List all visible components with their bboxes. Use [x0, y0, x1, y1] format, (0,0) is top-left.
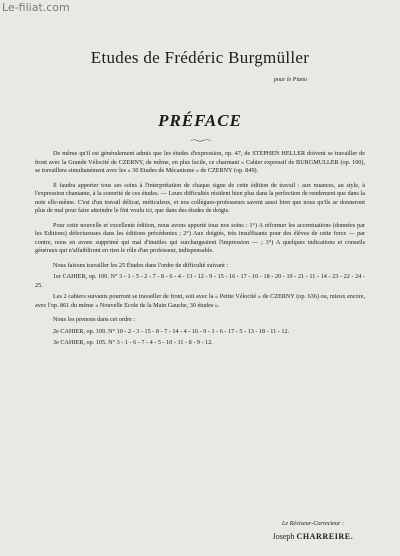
signer-last-name: CHARREIRE.	[296, 532, 354, 541]
watermark: Le-filiat.com	[2, 1, 70, 14]
signoff-line: Le Réviseur-Correcteur :	[281, 520, 345, 527]
flourish-ornament	[190, 139, 212, 142]
signer-name	[258, 532, 368, 541]
order-intro: Nous les prenons dans cet ordre :	[53, 316, 136, 323]
preface-body	[35, 150, 365, 351]
cahier-label: 1er CAHIER, op. 100.	[53, 273, 109, 280]
cahier-1-order	[35, 273, 365, 290]
signer-first-name: Joseph	[272, 532, 295, 541]
cahier-sequence: N° 3 - 1 - 6 - 7 - 4 - 5 - 10 - 11 - 8 - 9 - 12.	[108, 339, 213, 346]
preface-paragraph: De même qu'il est généralement admis que les études d'expression, op. 47, de STEPHEN HELLER doivent se travailler de front avec la Grande Vélocité de CZERNY, de même, en plus facile, ce charmant « Cahier expressif de BURGMULLER (op. 100), se travaillera simultanément avec les « 30 Etudes de Mécanisme » de CZERNY (op. 849).	[35, 150, 365, 174]
cahier-2-order	[35, 328, 365, 337]
cahier-label: 3e CAHIER, op. 105.	[53, 339, 107, 346]
page-subtitle: pour le Piano	[274, 77, 307, 83]
preface-heading: PRÉFACE	[158, 111, 242, 130]
order-intro: Nous faisons travailler les 25 Études dans l'ordre de difficulté suivant :	[53, 261, 229, 269]
cahier-3-order	[35, 339, 365, 348]
preface-paragraph: Pour cette nouvelle et excellente édition, nous avons apporté tous nos soins : 1°) A réformer les accentuations (données par les Editions) défectueuses dans les éditions précédentes ; 2°) Aux doigtés, très insuffisants pour des élèves de cette force — par contre, nous en avons supprimé qui mal d'inutiles qui surchargeaient l'impression — ; 3°) A quelques indications et conseils généraux qui n'affaibliront en rien le rôle d'un professeur, indispensable.	[35, 221, 365, 254]
preface-paragraph: Les 2 cahiers suivants pourront se travailler de front, soit avec la « Petite Vélocité » de CZERNY (op. 636) ou, mieux encore, avec l'op. 861 du même « Nouvelle Ecole de la Main Gauche, 30 études ».	[35, 293, 365, 309]
preface-paragraph: Il faudra apporter tous ses soins à l'interprétation de chaque signe de cette édition de travail : aux nuances, au style, à l'expression chantante, à la sonorité de ces études. — Leurs difficultés résident bien plus dans la perfection de rendement que dans la note elle-même. C'est d'un travail délicat, méticuleux, et nos collègues-professeurs savent aussi bien que nous qu'ils se donneront plus de mal pour faire atteindre le fini voulu ici, que dans des études de doigts.	[35, 181, 365, 214]
cahier-sequence: N° 3 - 1 - 5 - 2 - 7 - 8 - 6 - 4 - 13 - 12 - 9 - 15 - 16 - 17 - 10 - 18 - 20 - 19 - 21 - 11 - 14 - 23 - 22 - 24 - 25.	[35, 273, 366, 289]
page-title: Etudes de Frédéric Burgmüller	[90, 48, 310, 67]
cahier-label: 2e CAHIER, op. 109.	[53, 327, 107, 335]
cahier-sequence: N° 10 - 2 - 3 - 15 - 8 - 7 - 14 - 4 - 16 - 9 - 1 - 6 - 17 - 5 - 13 - 18 - 11 - 12.	[108, 327, 290, 335]
